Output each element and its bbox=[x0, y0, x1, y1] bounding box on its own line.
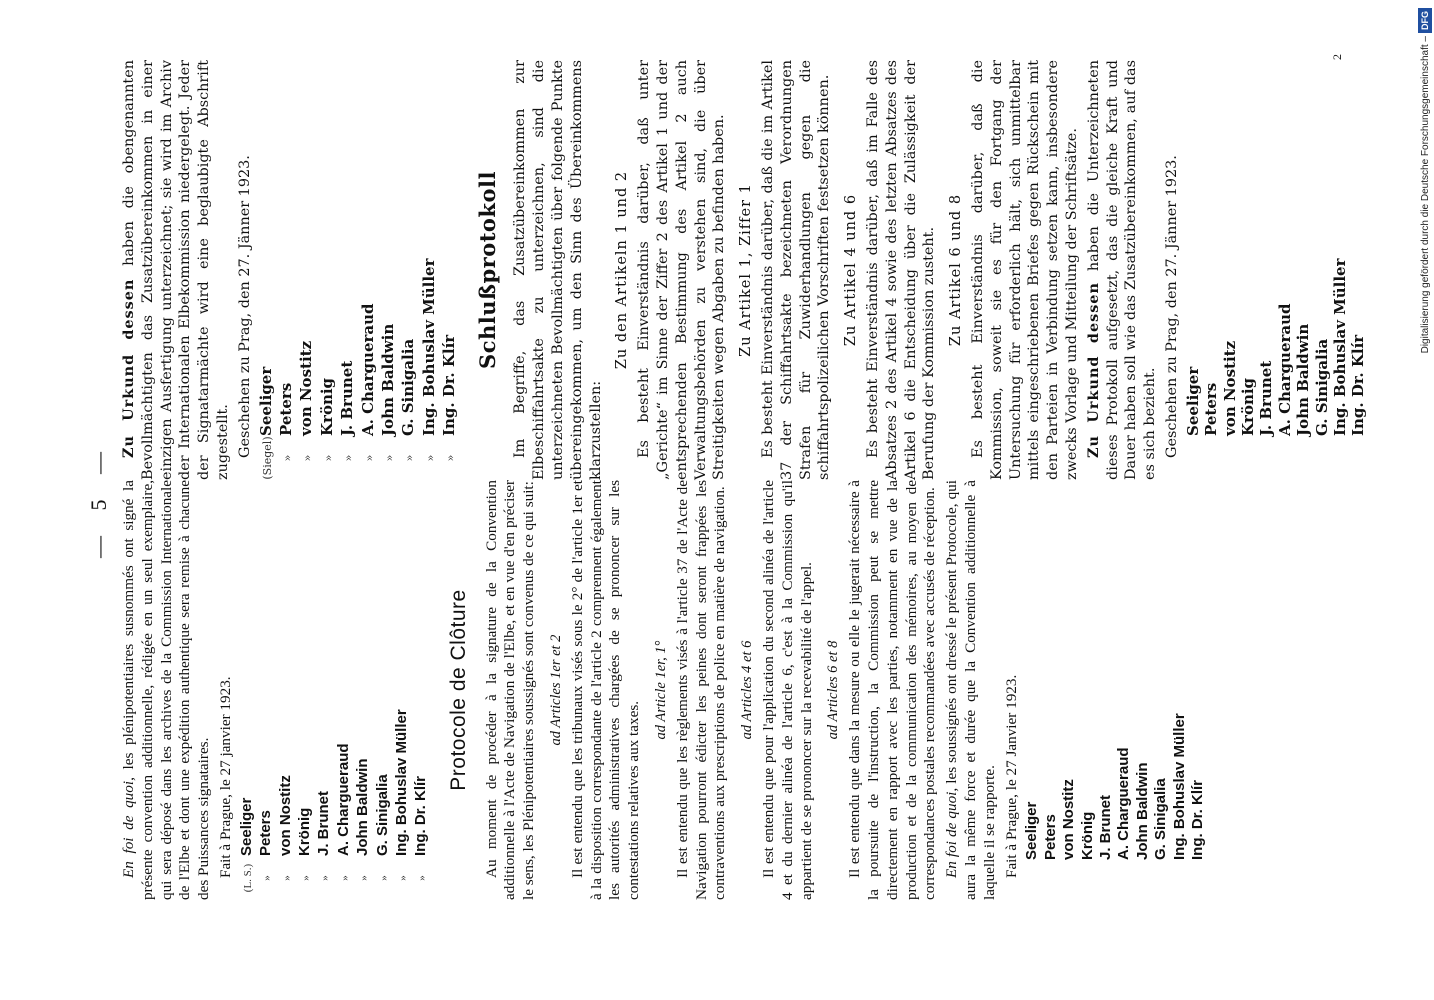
signatory-name: J. Brunet bbox=[1257, 360, 1276, 436]
signatory-name: G. Sinigalia bbox=[373, 774, 391, 856]
de-closing-paragraph bbox=[1085, 60, 1160, 480]
dfg-logo: DFG bbox=[1418, 8, 1432, 33]
ditto-mark: » bbox=[423, 454, 437, 462]
signatory-name: A. Chargueraud bbox=[1275, 303, 1294, 436]
fr-closing-signatures bbox=[1023, 480, 1207, 900]
signatory-name: Peters bbox=[1202, 382, 1221, 436]
de-section-heading: Zu den Artikeln 1 und 2 bbox=[614, 170, 631, 370]
ditto-mark: » bbox=[362, 454, 376, 462]
signatory-name: Krönig bbox=[1078, 811, 1096, 860]
signatory-name: G. Sinigalia bbox=[1312, 338, 1331, 436]
signatory-name: Seeliger bbox=[237, 797, 255, 856]
signatory-name: von Nostitz bbox=[297, 340, 316, 436]
signatory-name: Seeliger bbox=[256, 366, 275, 436]
ditto-mark: » bbox=[444, 454, 458, 462]
signatory-name: John Baldwin bbox=[354, 758, 372, 856]
fr-signature-row bbox=[393, 480, 412, 900]
fr-paragraph: Il est entendu que pour l'application du second alinéa de l'article 4 et du dernier alinéa de l'article 6, c'est à la Commission qu'il appartient de se prononcer sur la recevabilité de l'appel. bbox=[760, 480, 815, 900]
fr-intro-text: les plénipotentiaires susnommés ont signé la présente convention additionnelle, rédigée en un seul exemplaire, qui sera déposé dans les archives de la Commission Internationale de l'Elbe et dont une expédition authentique sera remise à chacune des Puissances signataires. bbox=[120, 480, 213, 900]
dfg-sidebar bbox=[1418, 8, 1432, 992]
signatory-name: Seeliger bbox=[1183, 366, 1202, 436]
page-number: — 5 — bbox=[86, 442, 111, 558]
signatory-name: Krönig bbox=[1238, 377, 1257, 436]
fr-signature-row bbox=[354, 480, 373, 900]
fr-signature-row bbox=[238, 480, 257, 900]
signatory-name: Seeliger bbox=[1023, 801, 1041, 860]
fr-place-date: Fait à Prague, le 27 janvier 1923. bbox=[216, 676, 234, 878]
ditto-mark: » bbox=[321, 454, 335, 462]
signatory-name: Ing. Bohuslav Müller bbox=[1330, 258, 1349, 436]
de-signature-row bbox=[338, 60, 358, 480]
signatory-name: Krönig bbox=[296, 807, 313, 856]
ditto-mark: » bbox=[383, 454, 397, 462]
fr-intro-lead: En foi de quoi, bbox=[120, 777, 137, 878]
fr-protocol-title: Protocole de Clôture bbox=[446, 589, 470, 791]
de-signature-row bbox=[379, 60, 399, 480]
ditto-mark: » bbox=[261, 875, 274, 881]
de-paragraph: Es besteht Einverständnis darüber, daß im Falle des Absatzes 2 des Artikel 4 sowie des letzten Absatzes des Artikel 6 die Entscheidung über die Zulässigkeit der Berufung der Kommission zusteht. bbox=[864, 60, 938, 480]
de-signature-row bbox=[318, 60, 338, 480]
fr-closing-place-date: Fait à Prague, le 27 Janvier 1923. bbox=[1002, 674, 1020, 878]
signatory-name: A. Chargueraud bbox=[1115, 747, 1133, 860]
fr-closing-lead: En foi de quoi, bbox=[943, 787, 961, 878]
ditto-mark: » bbox=[403, 454, 417, 462]
de-intro-text: haben die obengenannten Bevollmächtigten das Zusatzübereinkommen in einer einzigen Ausfertigung unterzeichnet; sie wird im Archiv der Internationalen Elbekommission niedergelegt. Jeder der Signatarmächte wird eine beglaubigte Abschrift zugestellt. bbox=[121, 60, 231, 480]
signatory-name: Ing. Dr. Klír bbox=[440, 334, 459, 436]
fr-section-heading: ad Articles 4 et 6 bbox=[739, 640, 756, 740]
de-signature-list bbox=[257, 60, 461, 480]
signatory-name: A. Chargueraud bbox=[358, 303, 377, 436]
german-column bbox=[120, 60, 1368, 480]
de-section-heading: Zu Artikel 1, Ziffer 1 bbox=[738, 183, 755, 357]
signatory-name: J. Brunet bbox=[1096, 794, 1114, 860]
de-signature-row bbox=[297, 60, 317, 480]
ditto-mark: » bbox=[300, 875, 312, 881]
signatory-name: von Nostitz bbox=[1220, 340, 1239, 436]
signatory-name: von Nostitz bbox=[1060, 779, 1078, 860]
signatory-name: Peters bbox=[276, 382, 295, 436]
signatory-name: John Baldwin bbox=[1294, 323, 1313, 436]
de-section-heading: Zu Artikel 4 und 6 bbox=[843, 193, 860, 347]
signatory-name: J. Brunet bbox=[338, 360, 357, 436]
de-signature-row bbox=[359, 60, 379, 480]
signatory-name: A. Chargueraud bbox=[334, 743, 352, 856]
signatory-name: Ing. Bohuslav Müller bbox=[393, 709, 411, 856]
ditto-mark: » bbox=[397, 875, 410, 881]
signatory-name: Ing. Bohuslav Müller bbox=[419, 258, 438, 436]
fr-paragraph: Il est entendu que dans la mesure ou elle le jugerait nécessaire à la poursuite de l'instruction, la Commission peut se mettre directement en rapport avec les parties, notamment en vue de la production et de la communication des mémoires, au moyen de correspondances postales recommandées avec accusés de réception. bbox=[846, 480, 939, 900]
de-signature-row bbox=[257, 60, 277, 480]
ditto-mark: » bbox=[280, 454, 294, 462]
ditto-mark: » bbox=[377, 875, 390, 881]
fr-intro-paragraph bbox=[120, 480, 214, 900]
de-signature-row bbox=[420, 60, 440, 480]
dfg-sidebar-text bbox=[1418, 8, 1432, 992]
ditto-mark: » bbox=[280, 875, 293, 881]
signatory-name: John Baldwin bbox=[1133, 762, 1151, 860]
de-paragraph: Es besteht Einverständnis darüber, daß unter „Gerichte“ im Sinne der Ziffer 2 des Artikel 1 und der entsprechenden Bestimmung des Artikel 2 auch Verwaltungsbehörden zu verstehen sind, die über Streitigkeiten wegen Abgaben zu befinden haben. bbox=[636, 60, 728, 480]
de-intro-lead: Zu Urkund dessen bbox=[120, 278, 137, 458]
ditto-mark: » bbox=[338, 875, 351, 881]
signatory-name: Peters bbox=[1041, 814, 1059, 860]
signatory-name: G. Sinigalia bbox=[1152, 778, 1170, 860]
footer-page-number: 2 bbox=[1330, 54, 1344, 60]
de-closing-signatures bbox=[1184, 60, 1368, 480]
signatory-name: Ing. Dr. Klír bbox=[412, 775, 430, 856]
ditto-mark: » bbox=[358, 875, 371, 881]
fr-paragraph: Au moment de procéder à la signature de la Convention additionnelle à l'Acte de Navigation de l'Elbe, et en vue d'en préciser le sens, les Plénipotentiaires soussignés sont convenus de ce qui suit: bbox=[482, 480, 538, 900]
signatory-name: John Baldwin bbox=[379, 323, 398, 436]
fr-signature-row bbox=[315, 480, 334, 900]
de-paragraph: Es besteht Einverständnis darüber, daß die Kommission, soweit sie es für den Fortgang der Untersuchung für erforderlich hält, sich unmittelbar mittels eingeschriebenen Briefes gegen Rückschein mit den Parteien in Verbindung setzen kann, insbesondere zwecks Vorlage und Mitteilung der Schriftsätze. bbox=[969, 60, 1080, 480]
french-column bbox=[120, 480, 1207, 900]
de-signature-row bbox=[440, 60, 460, 480]
de-protocol-title: Schlußprotokoll bbox=[474, 171, 500, 369]
fr-paragraph: Il est entendu que les règlements visés à l'article 37 de l'Acte de Navigation pourront édicter les peines dont seront frappées les contraventions aux prescriptions de police en matière de navigation. bbox=[673, 480, 729, 900]
fr-closing-paragraph bbox=[943, 480, 999, 900]
fr-signature-row bbox=[374, 480, 393, 900]
seal-mark: (Siegel) bbox=[260, 436, 274, 480]
de-paragraph: Im Begriffe, das Zusatzübereinkommen zur Elbeschiffahrtsakte zu unterzeichnen, sind die unterzeichneten Bevollmächtigten über folgende Punkte übereingekommen, um den Sinn des Übereinkommens klarzustellen: bbox=[512, 60, 604, 480]
fr-signature-row bbox=[412, 480, 431, 900]
fr-signature-list bbox=[238, 480, 432, 900]
fr-signature-row bbox=[257, 480, 276, 900]
de-place-date: Geschehen zu Prag, den 27. Jänner 1923. bbox=[236, 155, 253, 458]
signatory-name: G. Sinigalia bbox=[399, 338, 418, 436]
ditto-mark: » bbox=[319, 875, 332, 881]
fr-section-heading: ad Article 1er, 1° bbox=[653, 640, 670, 740]
de-section-heading: Zu Artikel 6 und 8 bbox=[948, 193, 965, 347]
signatory-name: Krönig bbox=[317, 377, 336, 436]
de-closing-place-date: Geschehen zu Prag, den 27. Jänner 1923. bbox=[1163, 155, 1180, 458]
signatory-name: Ing. Dr. Klír bbox=[1189, 779, 1207, 860]
de-signature-row bbox=[277, 60, 297, 480]
signatory-name: J. Brunet bbox=[315, 790, 333, 856]
ditto-mark: » bbox=[416, 875, 429, 881]
signatory-name: Peters bbox=[257, 810, 275, 856]
ditto-mark: » bbox=[301, 454, 315, 462]
signatory-name: Ing. Dr. Klír bbox=[1349, 334, 1368, 436]
fr-signature-row bbox=[277, 480, 296, 900]
fr-signature-row bbox=[335, 480, 354, 900]
de-closing-text: haben die Unterzeichneten dieses Protokoll aufgesetzt, das die gleiche Kraft und Dauer haben soll wie das Zusatzübereinkommen, auf das es sich bezieht. bbox=[1085, 59, 1159, 480]
seal-mark: (L. S.) bbox=[241, 863, 254, 893]
signatory-name: von Nostitz bbox=[276, 775, 294, 856]
fr-closing-text: les soussignés ont dressé le présent Protocole, qui aura la même force et durée que la Convention additionnelle à laquelle il se rapporte. bbox=[943, 480, 998, 900]
ditto-mark: » bbox=[342, 454, 356, 462]
dfg-credit-text: Digitalisierung gefördert durch die Deutsche Forschungsgemeinschaft – bbox=[1420, 36, 1431, 354]
fr-paragraph: Il est entendu que les tribunaux visés sous le 2° de l'article 1er et à la disposition correspondante de l'article 2 comprennent également les autorités administratives chargées de se prononcer sur les contestations relatives aux taxes. bbox=[568, 480, 643, 900]
fr-signature-row bbox=[296, 480, 315, 900]
de-intro-paragraph bbox=[120, 60, 233, 480]
de-paragraph: Es besteht Einverständnis darüber, daß die im Artikel 37 der Schiffahrtsakte bezeichneten Verordnungen Strafen für Zuwiderhandlungen gegen die schiffahrtspolizeilichen Vorschriften festsetzen können. bbox=[760, 60, 833, 480]
fr-section-heading: ad Articles 6 et 8 bbox=[825, 640, 842, 740]
de-closing-lead: Zu Urkund dessen bbox=[1084, 282, 1102, 458]
de-signature-row bbox=[399, 60, 419, 480]
fr-section-heading: ad Articles 1er et 2 bbox=[548, 634, 565, 746]
signatory-name: Ing. Bohuslav Müller bbox=[1170, 713, 1188, 860]
